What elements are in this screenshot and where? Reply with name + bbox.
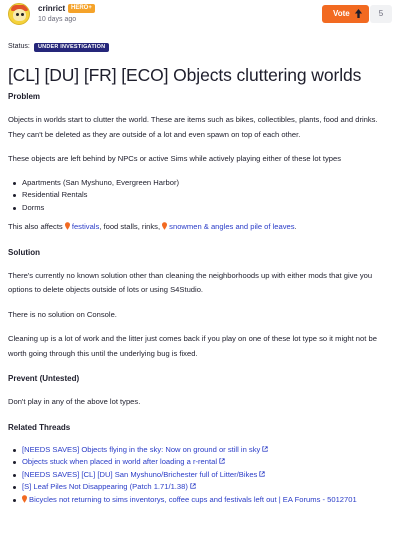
prevent-paragraph: Don't play in any of the above lot types.: [8, 397, 141, 406]
avatar-eye-left: [16, 13, 19, 16]
related-heading: Related Threads: [8, 422, 71, 432]
affects-paragraph: [8, 220, 392, 235]
related-thread-link[interactable]: [S] Leaf Piles Not Disappearing (Patch 1.71/1.38): [22, 482, 188, 491]
list-item: Dorms: [22, 202, 392, 215]
external-link-icon: [259, 471, 265, 477]
avatar-face: [13, 9, 26, 21]
external-link-icon: [219, 458, 225, 464]
thread-pin-icon: [22, 495, 27, 503]
page-title: [CL] [DU] [FR] [ECO] Objects cluttering worlds: [8, 65, 362, 85]
vote-label: Vote: [333, 9, 350, 18]
affects-suffix: .: [294, 222, 297, 231]
problem-paragraph-2: These objects are left behind by NPCs or active Sims while actively playing either of these lot types: [8, 154, 342, 163]
rank-badge: HERO+: [68, 4, 95, 13]
arrow-up-icon: [354, 8, 363, 19]
solution-paragraph-1: There's currently no known solution other than cleaning the neighborhoods up with either mods that give you options to delete objects outside of lots or using S4Studio.: [8, 270, 373, 294]
related-threads-list: [8, 444, 392, 507]
thread-pin-icon: [162, 222, 167, 230]
external-link-icon: [190, 483, 196, 489]
problem-heading: Problem: [8, 92, 41, 101]
affects-prefix: This also affects: [8, 222, 65, 231]
list-item: [22, 444, 392, 457]
related-thread-link[interactable]: Objects stuck when placed in world after loading a r-rental: [22, 457, 218, 466]
list-item: Apartments (San Myshuno, Evergreen Harbor): [22, 177, 392, 190]
list-item: [22, 469, 392, 482]
post-timestamp: 10 days ago: [38, 16, 77, 23]
related-thread-link[interactable]: [NEEDS SAVES] [CL] [DU] San Myshuno/Brichester full of Litter/Bikes: [22, 469, 258, 479]
post-body: [8, 91, 392, 506]
vote-count: 5: [370, 5, 392, 23]
status-badge: UNDER INVESTIGATION: [34, 43, 109, 52]
avatar-eye-right: [21, 13, 24, 16]
affects-middle: , food stalls, rinks,: [99, 222, 163, 231]
prevent-heading: Prevent (Untested): [8, 374, 80, 383]
external-link-icon: [262, 446, 268, 452]
post-header: [0, 0, 400, 30]
problem-paragraph-1: Objects in worlds start to clutter the world. These are items such as bikes, collectibles, plants, food and drinks. They can't be deleted as they are outside of a lot and even spawn on top of each other.: [8, 115, 378, 139]
related-thread-link[interactable]: [NEEDS SAVES] Objects flying in the sky: Now on ground or still in sky: [22, 444, 261, 454]
user-avatar[interactable]: [8, 3, 30, 25]
festivals-link[interactable]: festivals: [71, 222, 100, 231]
vote-button[interactable]: [322, 5, 369, 23]
status-label: Status:: [8, 43, 30, 50]
solution-heading: Solution: [8, 247, 40, 257]
list-item: [22, 494, 392, 507]
list-item: [22, 456, 392, 469]
related-thread-link[interactable]: Bicycles not returning to sims inventorys, coffee cups and festivals left out | EA Forums - 5012701: [29, 494, 357, 504]
thread-pin-icon: [65, 222, 70, 230]
list-item: Residential Rentals: [22, 189, 392, 202]
author-name[interactable]: crinrict: [38, 4, 66, 13]
solution-paragraph-2: There is no solution on Console.: [8, 309, 117, 319]
snowmen-link[interactable]: snowmen & angles and pile of leaves: [169, 222, 295, 231]
solution-paragraph-3: Cleaning up is a lot of work and the litter just comes back if you play on one of these lot type so it might not be worth going through this until the underlying bug is fixed.: [8, 334, 377, 358]
list-item: [22, 481, 392, 494]
lot-type-list: [8, 177, 392, 215]
